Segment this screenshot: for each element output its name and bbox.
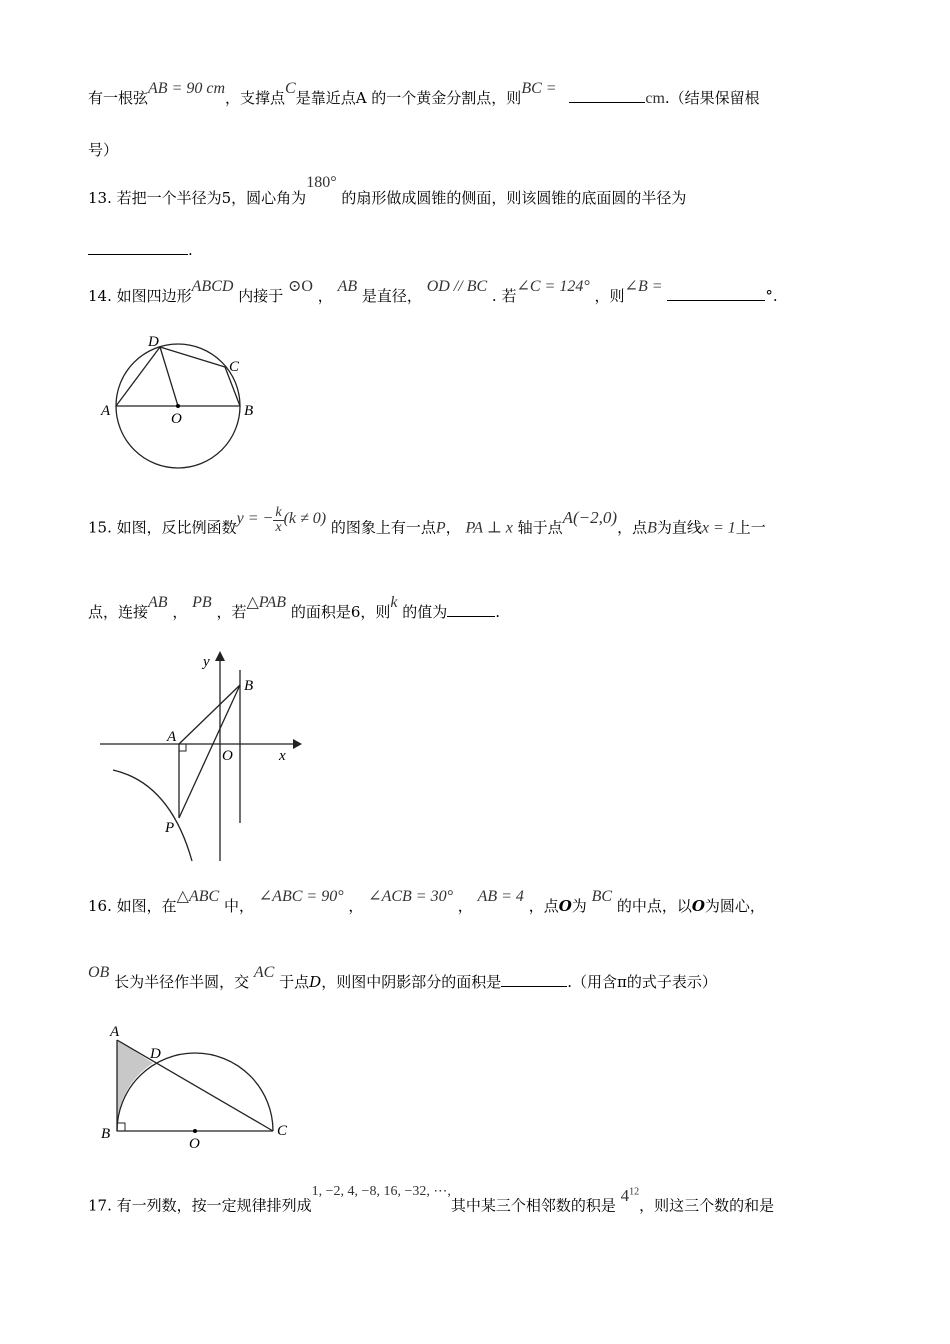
question-14: 14. 如图四边形ABCD 内接于 ⊙O ， AB 是直径， OD // BC . 若∠C = 124° ，则∠B = °. (88, 278, 778, 305)
label-c: C (277, 1123, 288, 1139)
segment-ad (116, 347, 160, 406)
segment-od (160, 347, 178, 406)
q13-line2: . (88, 240, 193, 260)
q12-line1: 有一根弦AB = 90 cm，支撑点C是靠近点A 的一个黄金分割点，则BC = cm.（结果保留根 (88, 80, 760, 107)
question-13: 13. 若把一个半径为5，圆心角为180° 的扇形做成圆锥的侧面，则该圆锥的底面圆的半径为 (88, 174, 687, 207)
q16-semicircle-figure (98, 1022, 298, 1157)
q16-line2: OB 长为半径作半圆，交 AC 于点D，则图中阴影部分的面积是 .（用含π的式子表示） (88, 964, 717, 991)
label-o: O (222, 748, 233, 764)
q12-line2: 号） (88, 141, 119, 159)
right-angle-mark (179, 744, 186, 751)
label-c: C (229, 359, 240, 375)
segment-ac (117, 1040, 273, 1131)
q14-circle-figure (98, 330, 268, 480)
label-d: D (148, 334, 159, 350)
answer-blank-12[interactable] (569, 88, 645, 103)
right-angle-mark (117, 1123, 125, 1131)
question-16: 16. 如图，在△ABC 中， ∠ABC = 90° ， ∠ACB = 30° ， AB = 4 ，点O为 BC 的中点，以O为圆心， (88, 888, 765, 915)
q15-line2: 点，连接AB ， PB ，若△PAB 的面积是6，则k 的值为 . (88, 594, 501, 621)
label-x: x (279, 748, 286, 764)
answer-blank-13[interactable] (88, 240, 188, 255)
label-p: P (165, 820, 175, 836)
label-a: A (110, 1024, 120, 1040)
label-o: O (171, 411, 182, 427)
answer-blank-16[interactable] (501, 972, 567, 987)
segment-ab (179, 685, 240, 744)
center-point (176, 404, 180, 408)
q15-coordinate-figure (95, 648, 305, 868)
label-b: B (244, 403, 254, 419)
label-b: B (244, 678, 254, 694)
answer-blank-15[interactable] (447, 602, 495, 617)
label-a: A (101, 403, 111, 419)
center-point (193, 1129, 197, 1133)
x-axis-arrow (293, 739, 302, 749)
label-b: B (101, 1126, 111, 1142)
label-a: A (167, 729, 177, 745)
y-axis-arrow (215, 651, 225, 661)
label-o: O (189, 1136, 200, 1152)
question-17: 17. 有一列数，按一定规律排列成1, −2, 4, −8, 16, −32, ⋯,其中某三个相邻数的积是 $4^{12}$，则这三个数的和是 (88, 1183, 775, 1215)
answer-blank-14[interactable] (667, 286, 765, 301)
label-d: D (150, 1046, 161, 1062)
question-15: 15. 如图，反比例函数y = − $\frac{k}{x}$ (k ≠ 0) 的图象上有一点P， PA ⊥ x 轴于点A(−2,0)，点B为直线x = 1上一 (88, 505, 766, 537)
shaded-region (117, 1040, 153, 1131)
label-y: y (203, 654, 210, 670)
